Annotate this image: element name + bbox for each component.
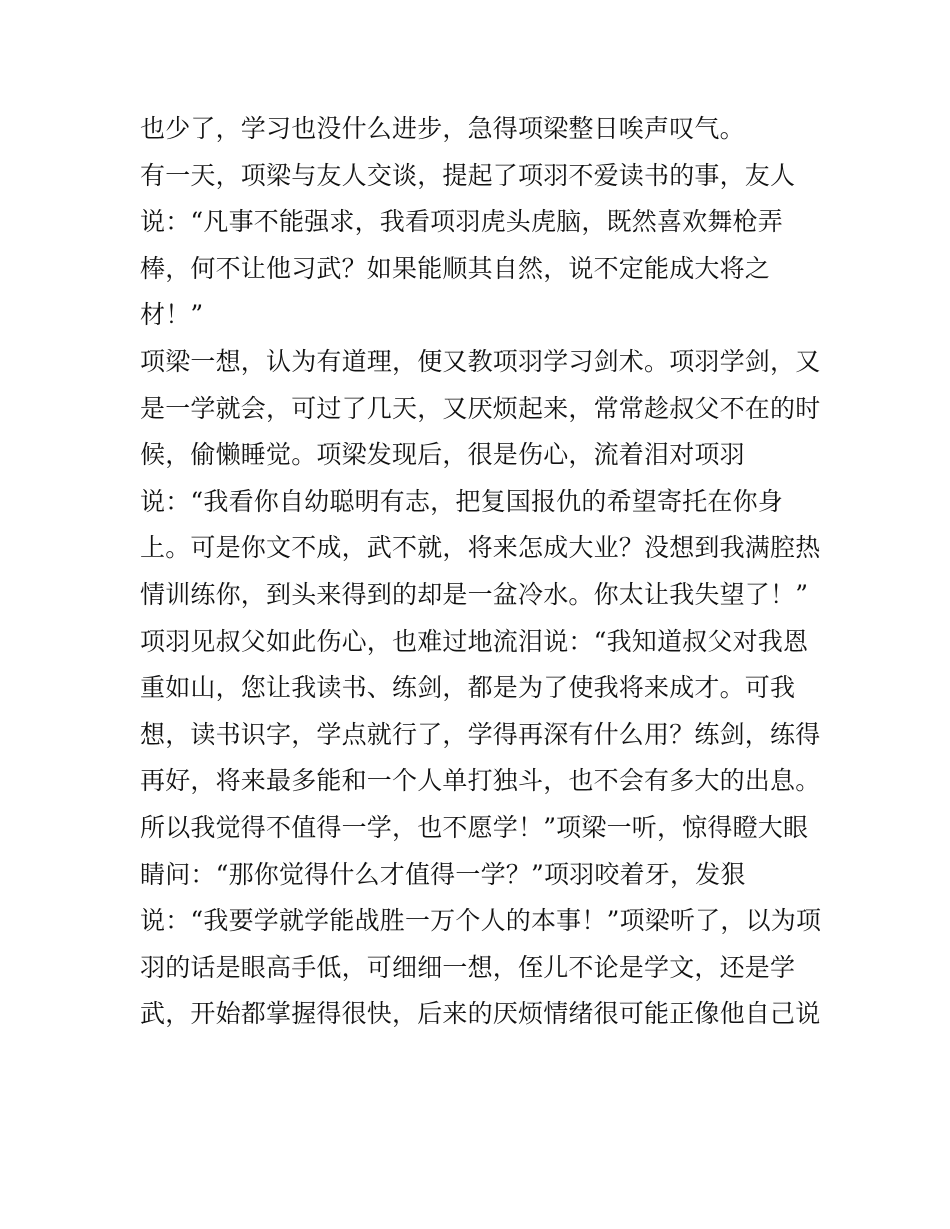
- text-line: 材！”: [140, 300, 204, 330]
- text-line: 睛问：“那你觉得什么才值得一学？”项羽咬着牙，发狠: [140, 859, 746, 889]
- text-line: 再好，将来最多能和一个人单打独斗，也不会有多大的出息。: [140, 766, 821, 796]
- text-line: 上。可是你文不成，武不就，将来怎成大业？没想到我满腔热: [140, 533, 821, 563]
- text-line: 所以我觉得不值得一学，也不愿学！”项梁一听，惊得瞪大眼: [140, 812, 809, 842]
- text-line: 羽的话是眼高手低，可细细一想，侄儿不论是学文，还是学: [140, 952, 796, 982]
- text-line: 想，读书识字，学点就行了，学得再深有什么用？练剑，练得: [140, 719, 821, 749]
- body-text: [140, 106, 830, 1038]
- text-line: 武，开始都掌握得很快，后来的厌烦情绪很可能正像他自己说: [140, 999, 821, 1029]
- text-line: 也少了，学习也没什么进步，急得项梁整日唉声叹气。: [140, 114, 745, 143]
- text-line: 重如山，您让我读书、练剑，都是为了使我将来成才。可我: [140, 673, 796, 703]
- text-line: 项羽见叔父如此伤心，也难过地流泪说：“我知道叔父对我恩: [140, 626, 809, 656]
- text-line: 说：“凡事不能强求，我看项羽虎头虎脑，既然喜欢舞枪弄: [140, 207, 783, 237]
- text-line: 是一学就会，可过了几天，又厌烦起来，常常趁叔父不在的时: [140, 393, 821, 423]
- text-line: 项梁一想，认为有道理，便又教项羽学习剑术。项羽学剑，又: [140, 346, 821, 376]
- text-line: 候，偷懒睡觉。项梁发现后，很是伤心，流着泪对项羽: [140, 440, 745, 470]
- text-line: 说：“我要学就学能战胜一万个人的本事！”项梁听了，以为项: [140, 906, 822, 936]
- text-line: 说：“我看你自幼聪明有志，把复国报仇的希望寄托在你身: [140, 486, 783, 516]
- text-line: 棒，何不让他习武？如果能顺其自然，说不定能成大将之: [140, 253, 771, 283]
- text-line: 有一天，项梁与友人交谈，提起了项羽不爱读书的事，友人: [140, 160, 796, 190]
- text-line: 情训练你，到头来得到的却是一盆冷水。你太让我失望了！”: [140, 579, 809, 609]
